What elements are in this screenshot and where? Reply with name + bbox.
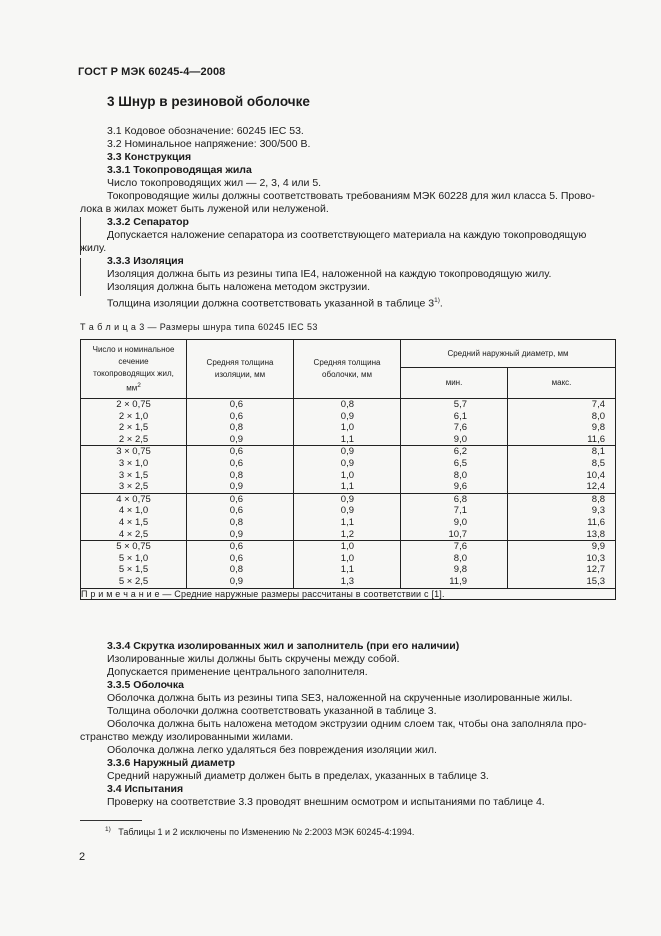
cell-insulation xyxy=(187,446,294,493)
table-value: 0,9 xyxy=(229,481,243,493)
clause-3-3-5-text-d: Оболочка должна легко удаляться без повреждения изоляции жил. xyxy=(107,744,437,756)
table-value: 6,8 xyxy=(453,493,467,505)
table-value: 1,0 xyxy=(340,422,354,434)
table-value: 10,3 xyxy=(586,552,606,564)
table-row-group xyxy=(81,493,616,540)
cell-sheath xyxy=(294,399,401,446)
clause-3-2: 3.2 Номинальное напряжение: 300/500 В. xyxy=(107,138,311,150)
table-value: 0,6 xyxy=(229,457,243,469)
table-value: 11,6 xyxy=(587,516,606,528)
table-value: 5 × 2,5 xyxy=(118,575,149,587)
table-value: 0,8 xyxy=(229,469,243,481)
cell-diameter-max xyxy=(508,541,616,588)
table-value: 9,8 xyxy=(453,564,467,576)
clause-3-3-4-text-a: Изолированные жилы должны быть скручены между собой. xyxy=(107,653,400,665)
table-value: 1,2 xyxy=(340,528,354,540)
table-value: 12,4 xyxy=(586,481,606,493)
change-bar xyxy=(80,258,81,296)
clause-3-3-3-text-c: Толщина изоляции должна соответствовать указанной в таблице 3$^{1)}$. xyxy=(107,297,443,310)
table-value: 7,6 xyxy=(453,541,467,553)
footnote-ref: 1) xyxy=(434,297,440,304)
table-value: 0,6 xyxy=(229,493,243,505)
table-value: 5 × 1,0 xyxy=(118,552,149,564)
table-value: 15,3 xyxy=(586,575,606,587)
table-value: 10,7 xyxy=(448,528,467,540)
page-number: 2 xyxy=(79,851,86,863)
clause-3-3-6-heading: 3.3.6 Наружный диаметр xyxy=(107,757,236,769)
table-value: 2 × 2,5 xyxy=(118,433,149,445)
clause-3-3-5-text-a: Оболочка должна быть из резины типа SE3, наложенной на скрученные изолированные жилы. xyxy=(107,692,573,704)
clause-3-4-heading: 3.4 Испытания xyxy=(107,783,184,795)
table-value: 9,9 xyxy=(591,541,606,553)
table-row-group xyxy=(81,399,616,446)
table-value: 0,9 xyxy=(340,446,354,458)
table-value: 0,9 xyxy=(340,457,354,469)
clause-3-3-2-text-2: жилу. xyxy=(80,242,107,254)
document-header: ГОСТ Р МЭК 60245-4—2008 xyxy=(78,66,226,78)
table-value: 6,5 xyxy=(453,457,467,469)
col-header-max: макс. xyxy=(508,368,616,399)
table-value: 2 × 0,75 xyxy=(116,399,151,410)
table-value: 7,6 xyxy=(453,422,467,434)
section-title: 3 Шнур в резиновой оболочке xyxy=(107,94,310,109)
table-note: П р и м е ч а н и е — Средние наружные размеры рассчитаны в соответствии с [1]. xyxy=(81,588,616,599)
table-value: 5 × 0,75 xyxy=(116,541,151,553)
clause-3-3-5-text-c1: Оболочка должна быть наложена методом экструзии одним слоем так, чтобы она заполняла про- xyxy=(107,718,587,730)
cell-diameter-min xyxy=(401,541,508,588)
clause-3-3-5-heading: 3.3.5 Оболочка xyxy=(107,679,184,691)
table-value: 11,6 xyxy=(587,433,606,445)
table-value: 0,9 xyxy=(340,410,354,422)
table-value: 1,1 xyxy=(340,481,354,493)
clause-3-3-2-heading: 3.3.2 Сепаратор xyxy=(107,216,189,228)
table-value: 3 × 1,0 xyxy=(118,457,149,469)
table-value: 0,8 xyxy=(340,399,354,410)
table-value: 2 × 1,5 xyxy=(118,422,149,434)
col-header-outer-diameter: Средний наружный диаметр, мм xyxy=(401,340,616,368)
clause-3-3-2-text-1: Допускается наложение сепаратора из соответствующего материала на каждую токопроводящую xyxy=(107,229,587,241)
col-header-insulation: Средняя толщина изоляции, мм xyxy=(187,340,294,399)
table-value: 9,6 xyxy=(453,481,467,493)
cell-sheath xyxy=(294,446,401,493)
clause-3-3-1-text-b1: Токопроводящие жилы должны соответствовать требованиям МЭК 60228 для жил класса 5. Прово- xyxy=(107,190,595,202)
table-value: 8,0 xyxy=(453,552,467,564)
table-value: 12,7 xyxy=(586,564,606,576)
table-value: 0,9 xyxy=(340,505,354,517)
clause-3-3-5-text-b: Толщина оболочки должна соответствовать указанной в таблице 3. xyxy=(107,705,437,717)
dimensions-table xyxy=(80,339,616,600)
cell-insulation xyxy=(187,541,294,588)
table-value: 0,9 xyxy=(340,493,354,505)
table-value: 0,6 xyxy=(229,552,243,564)
clause-3-3-1-heading: 3.3.1 Токопроводящая жила xyxy=(107,164,252,176)
table-value: 8,5 xyxy=(591,457,606,469)
cell-size xyxy=(81,541,187,588)
clause-3-4-text: Проверку на соответствие 3.3 проводят внешним осмотром и испытаниями по таблице 4. xyxy=(107,796,545,808)
cell-sheath xyxy=(294,541,401,588)
table-value: 7,4 xyxy=(591,399,606,410)
table-caption: Т а б л и ц а 3 — Размеры шнура типа 60245 IEC 53 xyxy=(80,322,318,332)
table-value: 0,6 xyxy=(229,505,243,517)
table-value: 4 × 1,5 xyxy=(118,516,149,528)
table-value: 1,0 xyxy=(340,541,354,553)
table-value: 0,8 xyxy=(229,516,243,528)
table-value: 9,0 xyxy=(453,516,467,528)
table-value: 8,1 xyxy=(591,446,606,458)
table-value: 10,4 xyxy=(586,469,606,481)
table-value: 3 × 1,5 xyxy=(118,469,149,481)
table-value: 0,8 xyxy=(229,564,243,576)
clause-3-3-5-text-c2: странство между изолированными жилами. xyxy=(80,731,294,743)
table-value: 3 × 2,5 xyxy=(118,481,149,493)
table-value: 7,1 xyxy=(453,505,467,517)
table-value: 4 × 0,75 xyxy=(116,493,151,505)
clause-3-3-1-text-b2: лока в жилах может быть луженой или нелуженой. xyxy=(80,203,329,215)
col-header-min: мин. xyxy=(401,368,508,399)
clause-3-3-heading: 3.3 Конструкция xyxy=(107,151,192,163)
clause-3-3-3-text-a: Изоляция должна быть из резины типа IE4, наложенной на каждую токопроводящую жилу. xyxy=(107,268,552,280)
table-value: 1,0 xyxy=(340,469,354,481)
table-value: 4 × 2,5 xyxy=(118,528,149,540)
table-value: 1,1 xyxy=(340,564,354,576)
table-value: 9,3 xyxy=(591,505,606,517)
table-value: 1,1 xyxy=(340,433,354,445)
cell-diameter-max xyxy=(508,446,616,493)
table-value: 0,9 xyxy=(229,433,243,445)
table-value: 11,9 xyxy=(449,575,467,587)
table-value: 6,2 xyxy=(453,446,467,458)
clause-3-3-1-text-a: Число токопроводящих жил — 2, 3, 4 или 5. xyxy=(107,177,322,189)
cell-size xyxy=(81,399,187,446)
table-value: 1,0 xyxy=(340,552,354,564)
table-row-group xyxy=(81,446,616,493)
clause-3-3-4-text-b: Допускается применение центрального заполнителя. xyxy=(107,666,368,678)
table-value: 5,7 xyxy=(453,399,467,410)
table-value: 9,8 xyxy=(591,422,606,434)
table-value: 8,8 xyxy=(591,493,606,505)
clause-3-3-4-heading: 3.3.4 Скрутка изолированных жил и заполнитель (при его наличии) xyxy=(107,640,460,652)
table-value: 1,1 xyxy=(340,516,354,528)
cell-diameter-min xyxy=(401,446,508,493)
col-header-cores: Число и номинальное сечение токопроводящих жил, $мм^2$ xyxy=(81,340,187,399)
cell-diameter-max xyxy=(508,399,616,446)
table-value: 0,8 xyxy=(229,422,243,434)
cell-diameter-min xyxy=(401,399,508,446)
table-value: 0,9 xyxy=(229,528,243,540)
footnote: $^{1)}$ Таблицы 1 и 2 исключены по Изменению № 2:2003 МЭК 60245-4:1994. xyxy=(105,826,415,837)
table-value: 1,3 xyxy=(340,575,354,587)
clause-3-3-6-text: Средний наружный диаметр должен быть в пределах, указанных в таблице 3. xyxy=(107,770,489,782)
table-value: 8,0 xyxy=(591,410,606,422)
clause-3-3-3-heading: 3.3.3 Изоляция xyxy=(107,255,184,267)
col-header-sheath: Средняя толщина оболочки, мм xyxy=(294,340,401,399)
clause-3-1: 3.1 Кодовое обозначение: 60245 IEC 53. xyxy=(107,125,304,137)
cell-size xyxy=(81,446,187,493)
cell-diameter-min xyxy=(401,493,508,540)
table-value: 0,9 xyxy=(229,575,243,587)
table-value: 9,0 xyxy=(453,433,467,445)
clause-3-3-3-text-b: Изоляция должна быть наложена методом экструзии. xyxy=(107,281,371,293)
table-value: 6,1 xyxy=(453,410,467,422)
cell-insulation xyxy=(187,493,294,540)
cell-insulation xyxy=(187,399,294,446)
cell-sheath xyxy=(294,493,401,540)
table-value: 0,6 xyxy=(229,541,243,553)
table-value: 13,8 xyxy=(586,528,606,540)
table-value: 0,6 xyxy=(229,446,243,458)
table-value: 5 × 1,5 xyxy=(118,564,149,576)
cell-size xyxy=(81,493,187,540)
table-value: 0,6 xyxy=(229,399,243,410)
cell-diameter-max xyxy=(508,493,616,540)
table-value: 4 × 1,0 xyxy=(118,505,149,517)
footnote-divider xyxy=(80,820,142,821)
table-value: 0,6 xyxy=(229,410,243,422)
table-value: 8,0 xyxy=(453,469,467,481)
table-value: 3 × 0,75 xyxy=(116,446,151,458)
table-row-group xyxy=(81,541,616,588)
table-value: 2 × 1,0 xyxy=(118,410,149,422)
